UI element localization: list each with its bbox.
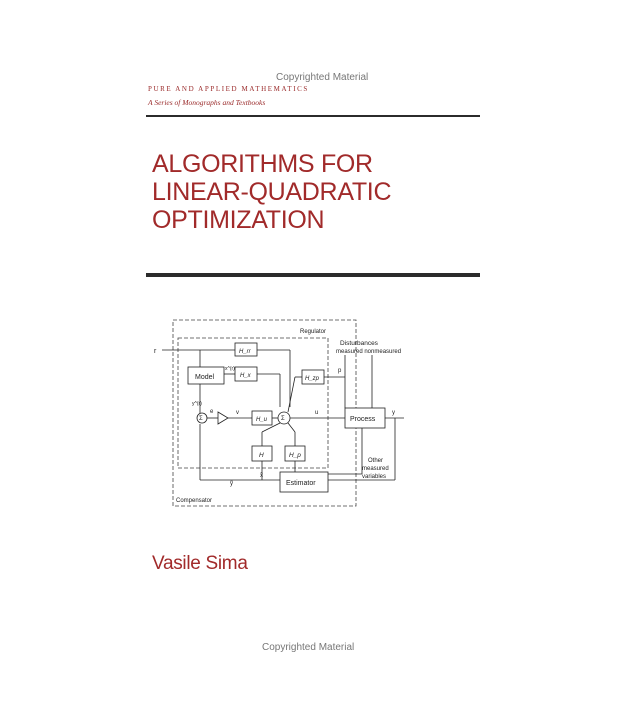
title-line-2: LINEAR-QUADRATIC — [152, 178, 392, 206]
signal-yr-label: y^(r) — [192, 401, 202, 407]
block-process-label: Process — [350, 416, 376, 423]
middle-rule — [146, 273, 480, 277]
title-line-1: ALGORITHMS FOR — [152, 150, 373, 178]
other-measured-line-1: Other — [368, 458, 384, 464]
book-author: Vasile Sima — [152, 553, 248, 574]
regulator-label: Regulator — [300, 329, 327, 335]
svg-text:Σ: Σ — [281, 416, 285, 422]
control-system-diagram — [140, 312, 410, 522]
series-subtitle: A Series of Monographs and Textbooks — [148, 98, 266, 107]
disturbances-label: Disturbances — [340, 340, 378, 347]
block-hp-label: H_p — [289, 452, 301, 459]
disturbances-sub-label: measured nonmeasured — [336, 349, 402, 355]
title-line-3: OPTIMIZATION — [152, 206, 325, 234]
book-title — [152, 150, 482, 234]
signal-v-label: v — [236, 410, 239, 416]
block-hzp-label: H_zp — [305, 376, 320, 382]
copyright-watermark-top: Copyrighted Material — [276, 72, 369, 83]
signal-ybar-label: ỹ — [230, 481, 233, 487]
top-rule — [146, 115, 480, 117]
compensator-label: Compensator — [176, 498, 213, 504]
block-hu-label: H_u — [256, 417, 268, 423]
block-estimator-label: Estimator — [286, 480, 316, 487]
block-h-label: H — [259, 452, 264, 459]
block-hrr-label: H_rr — [239, 349, 251, 355]
signal-u-label: u — [315, 410, 319, 416]
other-measured-line-2: measured — [362, 466, 389, 472]
other-measured-line-3: variables — [362, 474, 387, 480]
block-hx-label: H_x — [240, 373, 251, 379]
copyright-watermark-bottom: Copyrighted Material — [262, 642, 355, 653]
signal-r-label: r — [154, 348, 157, 355]
block-model-label: Model — [195, 374, 215, 381]
series-title: PURE AND APPLIED MATHEMATICS — [148, 85, 309, 93]
block-diagram — [140, 312, 410, 527]
signal-xhat-label: x̂ — [260, 473, 263, 479]
signal-p-label: p — [338, 368, 342, 374]
signal-y-label: y — [392, 410, 395, 416]
signal-e-label: e — [210, 409, 214, 415]
svg-text:Σ: Σ — [199, 416, 203, 422]
integrator-block — [218, 412, 228, 424]
signal-xr-label: x^(r) — [225, 366, 235, 372]
